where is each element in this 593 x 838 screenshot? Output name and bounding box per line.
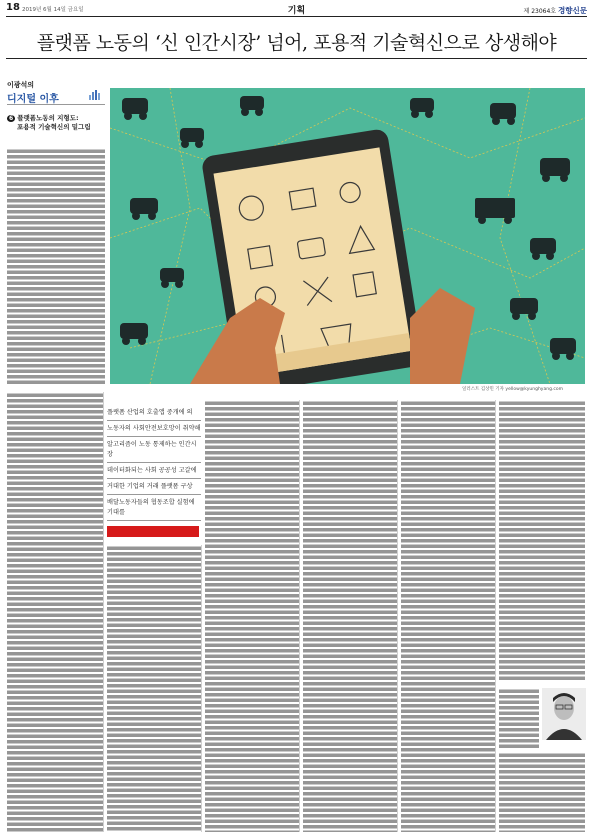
episode-title	[7, 114, 107, 132]
pull-quote: 노동자의 사회안전보호망이 취약해	[107, 424, 201, 437]
publisher-name: 경향신문	[558, 6, 587, 15]
page-header	[6, 2, 587, 17]
author-bio	[499, 688, 539, 748]
series-icon	[88, 88, 101, 101]
page-number: 18	[6, 2, 20, 13]
episode-line-1	[7, 114, 107, 123]
article-column-5	[401, 400, 496, 832]
article-column-6	[499, 400, 585, 682]
article-column-6-end	[499, 752, 585, 832]
pull-quotes	[107, 408, 201, 524]
episode-title-part-1: 플랫폼노동의 지형도:	[17, 114, 79, 122]
pull-quote: 데이터화되는 사회 공공성 고갈에	[107, 466, 201, 479]
pull-quote: 배달노동자들의 협동조합 실험에 기대를	[107, 498, 201, 521]
headline-divider	[6, 58, 587, 59]
article-column-1	[7, 392, 104, 832]
article-column-2	[107, 545, 202, 832]
section-name: 기획	[287, 6, 306, 16]
article-column-3	[205, 400, 300, 832]
pull-quote: 거대한 기업의 거래 플랫폼 구상	[107, 482, 201, 495]
highlight-box	[107, 526, 199, 537]
byline-divider	[7, 104, 105, 105]
publisher	[524, 5, 588, 16]
author-name: 이광석의	[7, 81, 35, 89]
illustration	[110, 88, 585, 384]
issue-number: 제 23064호	[523, 8, 557, 15]
article-column-4	[303, 400, 398, 832]
episode-number: 6	[9, 115, 14, 122]
episode-line-2: 포용적 기술혁신의 밑그림	[17, 123, 91, 131]
article-text-lead	[7, 148, 105, 384]
author-photo	[542, 688, 586, 740]
series-title: 디지털 이후	[7, 94, 59, 105]
author-portrait	[542, 688, 586, 740]
illustration-art	[110, 88, 585, 384]
headline: 플랫폼 노동의 ‘신 인간시장’ 넘어, 포용적 기술혁신으로 상생해야	[36, 32, 557, 54]
issue-date: 2019년 6월 14일 금요일	[22, 7, 84, 13]
pull-quote: 플랫폼 산업의 호출앱 중개에 의	[107, 408, 201, 421]
illustration-credit: 일러스트 김상민 기자 yellow@kyunghyang.com	[462, 387, 563, 392]
pull-quote: 알고리즘이 노동 통제하는 인간시장	[107, 440, 201, 463]
